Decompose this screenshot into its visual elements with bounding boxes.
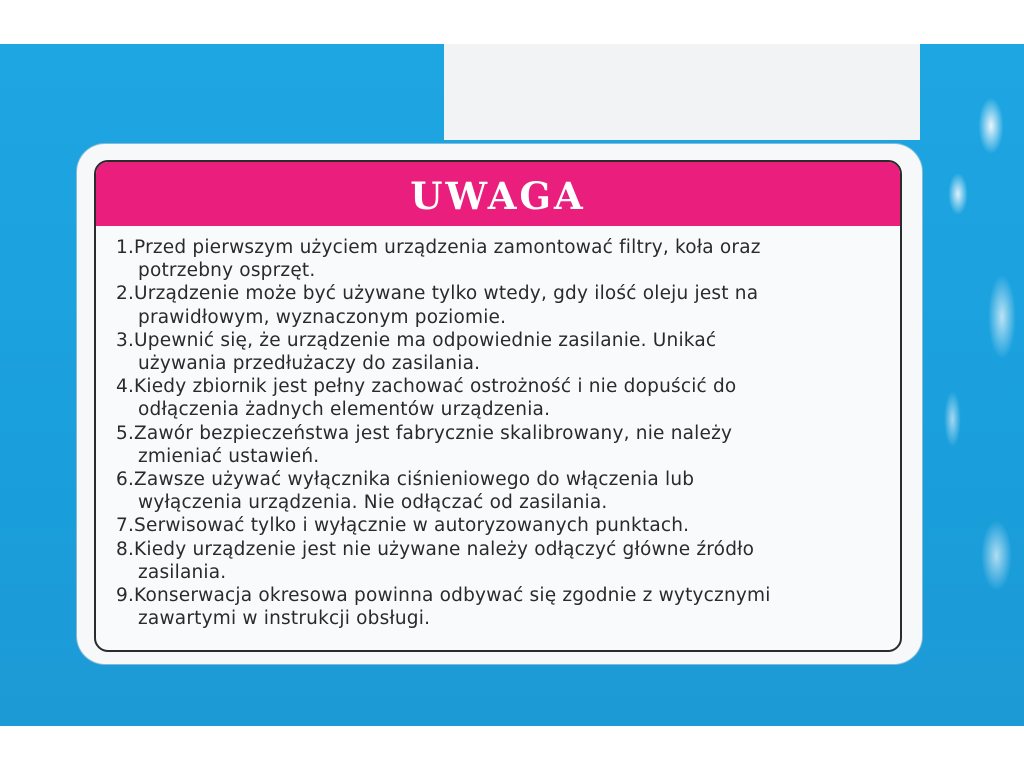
- item-text: 7.Serwisować tylko i wyłącznie w autoryzowanych punktach.: [116, 515, 690, 537]
- list-item: [116, 282, 891, 328]
- item-text: 8.Kiedy urządzenie jest nie używane należy odłączyć główne źródło: [116, 538, 755, 560]
- item-text-continued: zawartymi w instrukcji obsługi.: [138, 608, 431, 630]
- item-text: 4.Kiedy zbiornik jest pełny zachować ostrożność i nie dopuścić do: [116, 376, 737, 398]
- warning-label: [94, 160, 902, 652]
- list-item: [116, 538, 891, 584]
- item-text-continued: odłączenia żadnych elementów urządzenia.: [138, 399, 551, 421]
- item-text-continued: używania przedłużaczy do zasilania.: [138, 353, 481, 375]
- list-item: [116, 329, 891, 375]
- item-text: 3.Upewnić się, że urządzenie ma odpowiednie zasilanie. Unikać: [116, 329, 717, 351]
- list-item: [116, 584, 891, 630]
- item-text: 2.Urządzenie może być używane tylko wtedy, gdy ilość oleju jest na: [116, 283, 759, 305]
- item-text-continued: potrzebny osprzęt.: [138, 260, 316, 282]
- item-text: 1.Przed pierwszym użyciem urządzenia zamontować filtry, koła oraz: [116, 237, 761, 258]
- white-sticker: [444, 44, 920, 140]
- list-item: [116, 514, 891, 537]
- list-item: [116, 236, 891, 282]
- list-item: [116, 422, 891, 468]
- instruction-list: [116, 236, 891, 630]
- item-text: 9.Konserwacja okresowa powinna odbywać się zgodnie z wytycznymi: [116, 585, 771, 607]
- item-text-continued: zasilania.: [138, 561, 227, 583]
- item-text-continued: prawidłowym, wyznaczonym poziomie.: [138, 306, 507, 328]
- light-glare: [914, 44, 1024, 726]
- warning-title: UWAGA: [410, 174, 586, 218]
- list-item: [116, 468, 891, 514]
- warning-header: [96, 162, 900, 226]
- item-text-continued: zmieniać ustawień.: [138, 445, 320, 467]
- item-text-continued: wyłączenia urządzenia. Nie odłączać od zasilania.: [138, 492, 608, 514]
- item-text: 5.Zawór bezpieczeństwa jest fabrycznie skalibrowany, nie należy: [116, 422, 733, 444]
- list-item: [116, 375, 891, 421]
- item-text: 6.Zawsze używać wyłącznika ciśnieniowego do włączenia lub: [116, 469, 695, 491]
